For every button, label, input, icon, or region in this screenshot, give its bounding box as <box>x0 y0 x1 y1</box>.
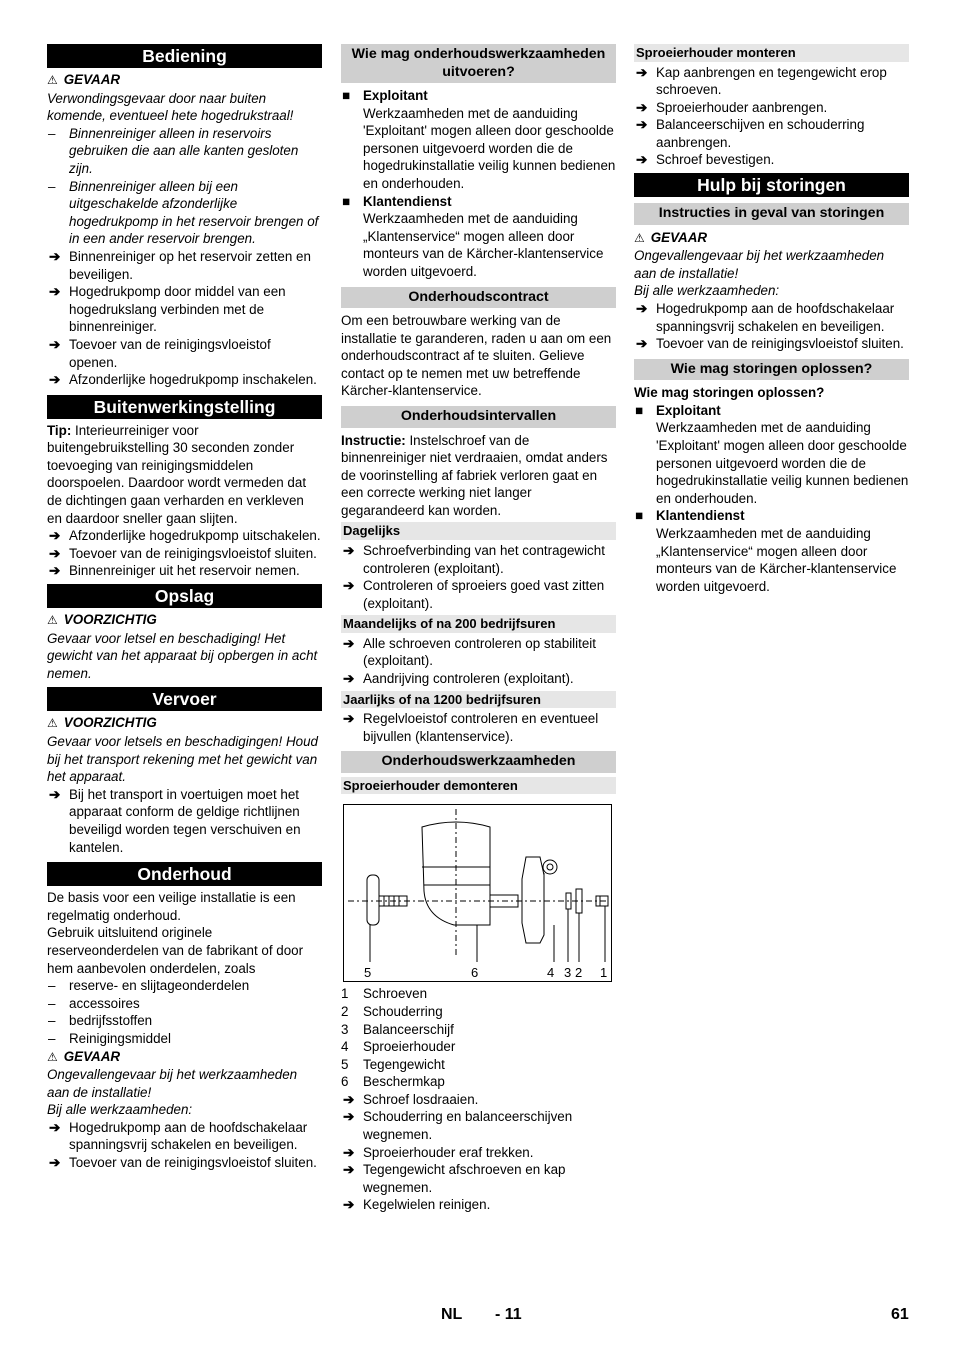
legend-item: 3 Balanceerschijf <box>341 1021 454 1037</box>
step-item: ➔ Sproeierhouder aanbrengen. <box>634 99 909 117</box>
list-item: – Reinigingsmiddel <box>47 1030 322 1048</box>
list-item: ■ Exploitant Werkzaamheden met de aanduiding 'Exploitant' mogen alleen door geschoolde personen uitgevoerd worden die de hogedrukinstallatie veilig kunnen bedienen en onderhouden. <box>342 88 616 191</box>
step-item: ➔ Toevoer van de reinigingsvloeistof sluiten. <box>47 1154 322 1172</box>
list-item: – Binnenreiniger alleen in reservoirs gebruiken die aan alle kanten gesloten zijn. <box>47 125 322 178</box>
column-1 <box>47 44 322 1172</box>
question-heading: Wie mag storingen oplossen? <box>634 385 825 401</box>
warning-icon: ⚠ <box>634 230 645 245</box>
warning-text: Verwondingsgevaar door naar buiten komende, eventueel hete hogedrukstraal! <box>47 90 294 124</box>
warning-label: ⚠ GEVAAR <box>47 1048 121 1064</box>
legend-item: 2 Schouderring <box>341 1003 443 1019</box>
step-item: ➔ Balanceerschijven en schouderring aanbrengen. <box>634 116 909 151</box>
callout-3: 3 <box>564 965 572 981</box>
square-bullet-icon: ■ <box>635 508 644 524</box>
square-bullet-icon: ■ <box>342 88 351 103</box>
warning-text: Ongevallengevaar bij het werkzaamheden aan de installatie! <box>634 248 885 281</box>
step-item: ➔ Binnenreiniger uit het reservoir nemen. <box>47 562 322 580</box>
step-item: ➔ Toevoer van de reinigingsvloeistof sluiten. <box>634 335 909 353</box>
step-item: ➔ Toevoer van de reinigingsvloeistof sluiten. <box>47 545 322 563</box>
paragraph: Gebruik uitsluitend originele reserveonderdelen van de fabrikant of door hem aanbevolen onderdelen, zoals <box>47 925 304 976</box>
section-title-buitenwerkingstelling: Buitenwerkingstelling <box>47 395 322 419</box>
paragraph: Om een betrouwbare werking van de installatie te garanderen, raden u aan om een onderhoudscontract af te sluiten. Gelieve contact op te nemen met uw betreffende Kärcher-klantenservice. <box>341 313 612 399</box>
list-item: – reserve- en slijtageonderdelen <box>47 977 322 995</box>
section-title-bediening: Bediening <box>47 44 322 68</box>
callout-2: 2 <box>575 965 583 981</box>
step-item: ➔ Schouderring en balanceerschijven wegnemen. <box>341 1108 616 1143</box>
step-item: ➔ Regelvloeistof controleren en eventueel bijvullen (klantenservice). <box>341 710 616 745</box>
step-item: ➔ Alle schroeven controleren op stabiliteit (exploitant). <box>341 635 616 670</box>
callout-4: 4 <box>547 965 555 981</box>
legend-item: 6 Beschermkap <box>341 1074 445 1090</box>
section-title-onderhoudscontract: Onderhoudscontract <box>341 287 616 309</box>
legend-item: 5 Tegengewicht <box>341 1056 445 1072</box>
subheading-demonteren: Sproeierhouder demonteren <box>341 777 616 795</box>
step-item: ➔ Controleren of sproeiers goed vast zitten (exploitant). <box>341 577 616 612</box>
callout-1: 1 <box>600 965 608 981</box>
subheading-dagelijks: Dagelijks <box>341 522 616 540</box>
list-item: – accessoires <box>47 995 322 1013</box>
list-item: – bedrijfsstoffen <box>47 1012 322 1030</box>
warning-text: Ongevallengevaar bij het werkzaamheden aan de installatie! <box>47 1067 298 1100</box>
section-title-wie-mag: Wie mag onderhoudswerkzaamheden uitvoeren? <box>341 44 616 83</box>
section-title-onderhoudswerkzaamheden: Onderhoudswerkzaamheden <box>341 751 616 773</box>
list-item: ■ Exploitant Werkzaamheden met de aanduiding 'Exploitant' mogen alleen door geschoolde personen uitgevoerd worden die de hogedrukinstallatie veilig kunnen bedienen en onderhouden. <box>635 402 909 506</box>
warning-icon: ⚠ <box>47 716 58 731</box>
step-item: ➔ Afzonderlijke hogedrukpomp inschakelen. <box>47 371 322 389</box>
warning-text: Gevaar voor letsel en beschadiging! Het gewicht van het apparaat bij opbergen in acht nemen. <box>47 630 318 681</box>
section-title-hulp-bij-storingen: Hulp bij storingen <box>634 173 909 197</box>
subheading-monteren: Sproeierhouder monteren <box>634 44 909 62</box>
exploded-view-drawing <box>344 805 611 981</box>
step-item: ➔ Toevoer van de reinigingsvloeistof openen. <box>47 336 322 371</box>
section-title-opslag: Opslag <box>47 584 322 608</box>
paragraph: De basis voor een veilige installatie is een regelmatig onderhoud. <box>47 890 296 923</box>
step-item: ➔ Sproeierhouder eraf trekken. <box>341 1144 616 1162</box>
step-item: ➔ Kap aanbrengen en tegengewicht erop schroeven. <box>634 64 909 99</box>
nozzle-holder-diagram <box>343 804 612 982</box>
warning-text: Gevaar voor letsels en beschadigingen! Houd bij het transport rekening met het gewicht van het apparaat. <box>47 734 318 785</box>
section-title-onderhoud: Onderhoud <box>47 862 322 886</box>
step-item: ➔ Hogedrukpomp aan de hoofdschakelaar spanningsvrij schakelen en beveiligen. <box>634 300 909 335</box>
warning-icon: ⚠ <box>47 613 58 628</box>
step-item: ➔ Schroef losdraaien. <box>341 1091 616 1109</box>
tip-paragraph: Tip: Interieurreiniger voor buitengebruikstelling 30 seconden zonder toevoeging van reinigingsmiddelen doorspoelen. Daardoor wordt vermeden dat de dichtingen gaan verharden en verkleven en daardoor sneller gaan slijten. <box>47 422 307 526</box>
step-item: ➔ Schroefverbinding van het contragewicht controleren (exploitant). <box>341 542 616 577</box>
warning-text: Bij alle werkzaamheden: <box>634 283 780 299</box>
subheading-jaarlijks: Jaarlijks of na 1200 bedrijfsuren <box>341 691 616 709</box>
step-item: ➔ Bij het transport in voertuigen moet het apparaat conform de geldige richtlijnen beveiligd worden tegen verschuiven en kantelen. <box>47 786 322 856</box>
square-bullet-icon: ■ <box>342 193 351 209</box>
footer-subpage: - 11 <box>495 1306 522 1323</box>
step-item: ➔ Hogedrukpomp door middel van een hogedrukslang verbinden met de binnenreiniger. <box>47 283 322 336</box>
subheading-maandelijks: Maandelijks of na 200 bedrijfsuren <box>341 615 616 633</box>
callout-6: 6 <box>471 965 479 981</box>
warning-icon: ⚠ <box>47 1049 58 1064</box>
square-bullet-icon: ■ <box>635 402 644 418</box>
footer-language: NL <box>441 1306 463 1323</box>
step-item: ➔ Tegengewicht afschroeven en kap wegnemen. <box>341 1161 616 1196</box>
warning-label: ⚠ VOORZICHTIG <box>47 612 157 628</box>
warning-label: ⚠ VOORZICHTIG <box>47 715 157 731</box>
column-2 <box>341 44 616 1214</box>
step-item: ➔ Hogedrukpomp aan de hoofdschakelaar spanningsvrij schakelen en beveiligen. <box>47 1119 322 1154</box>
step-item: ➔ Aandrijving controleren (exploitant). <box>341 670 616 688</box>
list-item: ■ Klantendienst Werkzaamheden met de aanduiding „Klantenservice“ mogen alleen door monteurs van de Kärcher-klantenservice worden uitgevoerd. <box>635 508 897 594</box>
section-title-vervoer: Vervoer <box>47 687 322 711</box>
section-title-instructies: Instructies in geval van storingen <box>634 203 909 225</box>
step-item: ➔ Schroef bevestigen. <box>634 151 909 169</box>
list-item: – Binnenreiniger alleen bij een uitgeschakelde afzonderlijke hogedrukpomp in het reservoir brengen of in een ander reservoir brengen. <box>47 178 322 248</box>
legend-item: 1 Schroeven <box>341 986 428 1002</box>
step-item: ➔ Afzonderlijke hogedrukpomp uitschakelen. <box>47 527 322 545</box>
warning-label: ⚠ GEVAAR <box>47 72 121 87</box>
warning-label: ⚠ GEVAAR <box>634 229 708 245</box>
warning-text: Bij alle werkzaamheden: <box>47 1102 193 1118</box>
callout-5: 5 <box>364 965 372 981</box>
section-title-wie-mag-storingen: Wie mag storingen oplossen? <box>634 359 909 381</box>
list-item: ■ Klantendienst Werkzaamheden met de aanduiding „Klantenservice“ mogen alleen door monteurs van de Kärcher-klantenservice worden uitgevoerd. <box>342 193 604 279</box>
page-number: 61 <box>891 1306 909 1323</box>
instruction-paragraph: Instructie: Instelschroef van de binnenreiniger niet verdraaien, omdat anders de voorinstelling af fabriek verloren gaat en een correcte werking niet langer gegarandeerd kan worden. <box>341 432 608 518</box>
section-title-onderhoudsintervallen: Onderhoudsintervallen <box>341 406 616 428</box>
step-item: ➔ Kegelwielen reinigen. <box>341 1196 616 1214</box>
warning-icon: ⚠ <box>47 73 58 87</box>
step-item: ➔ Binnenreiniger op het reservoir zetten en beveiligen. <box>47 248 322 283</box>
legend-item: 4 Sproeierhouder <box>341 1039 456 1055</box>
column-3 <box>634 44 909 595</box>
